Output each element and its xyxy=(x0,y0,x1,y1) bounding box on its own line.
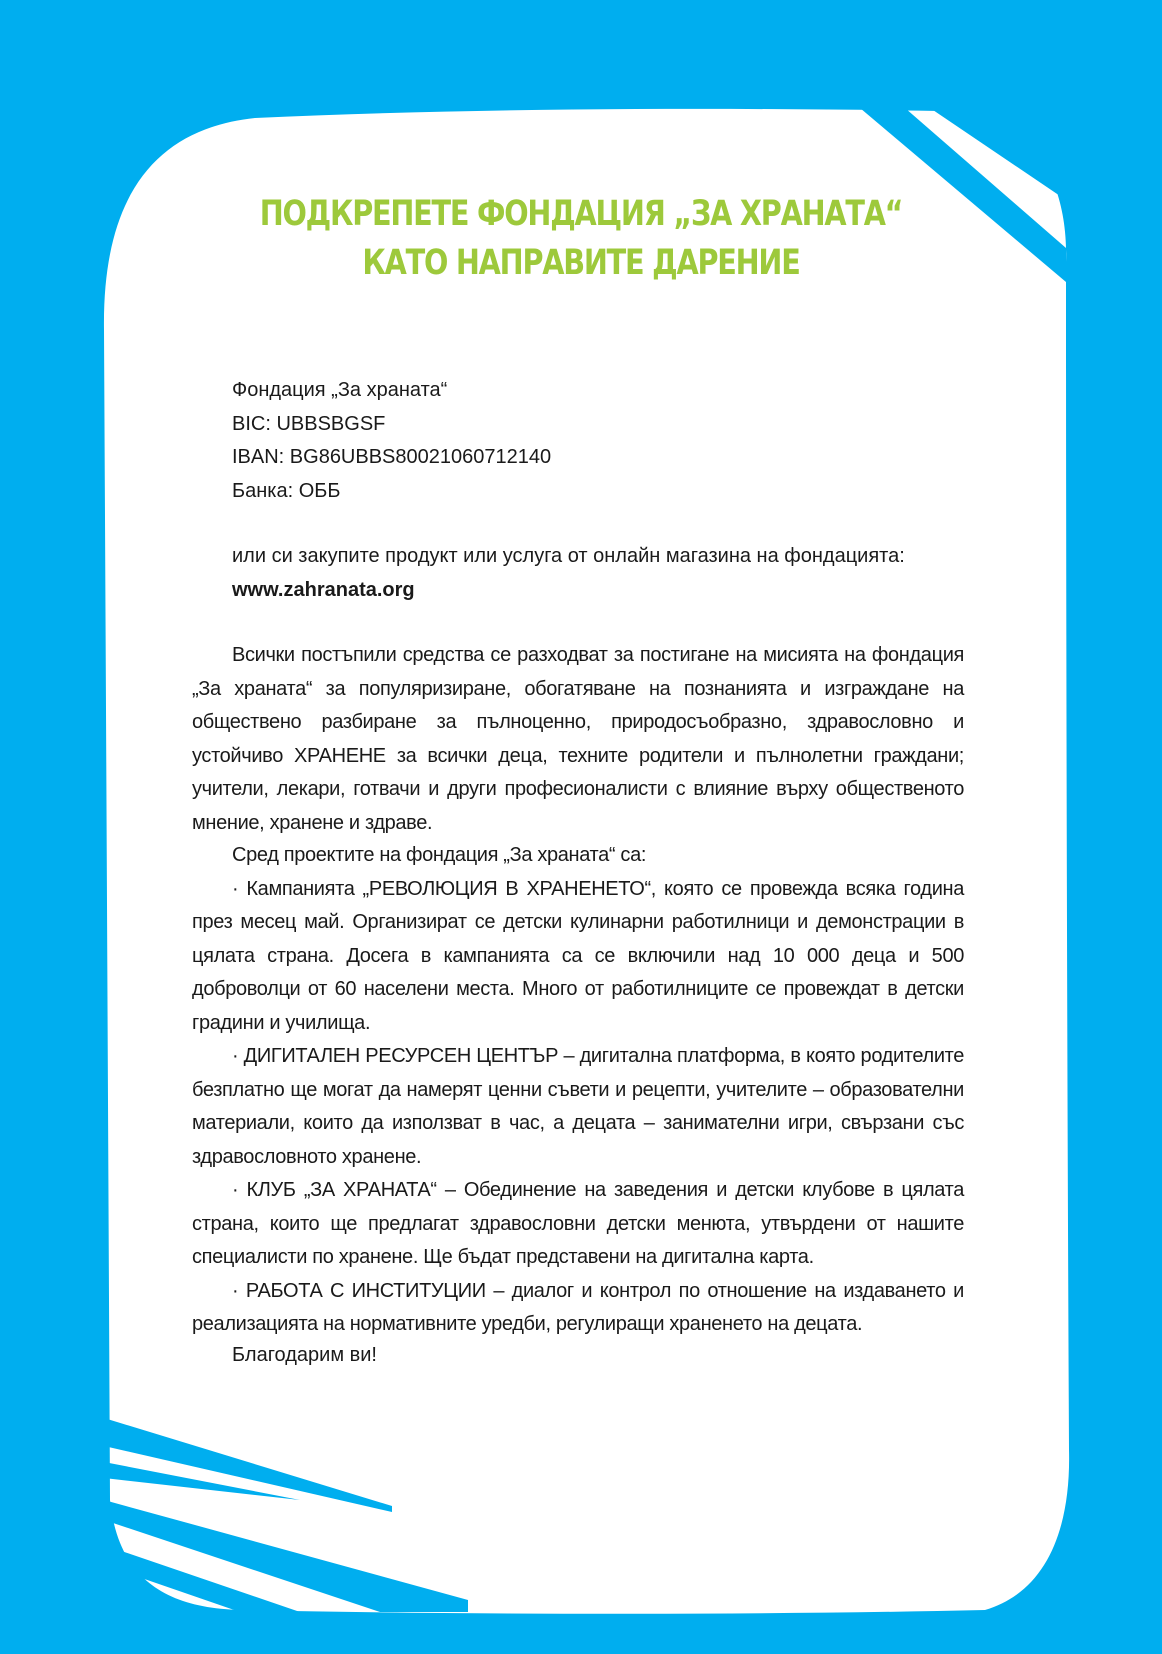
page-title-line-1: ПОДКРЕПЕТЕ ФОНДАЦИЯ „ЗА ХРАНАТА“ xyxy=(259,194,903,234)
shop-link[interactable]: www.zahranata.org xyxy=(232,578,415,601)
bank-name: Банка: ОББ xyxy=(232,479,341,502)
project-item: · КЛУБ „ЗА ХРАНАТА“ – Обединение на заведения и детски клубове в цялата страна, които ще предлагат здравословни детски менюта, утвърдени от нашите специалисти по хранене. Ще бъдат представени на дигитална карта. xyxy=(192,1179,964,1268)
iban-code: IBAN: BG86UBBS80021060712140 xyxy=(232,446,552,468)
page-title-line-2: КАТО НАПРАВИТЕ ДАРЕНИЕ xyxy=(362,243,800,283)
mission-paragraph: Всички постъпили средства се разходват за постигане на мисията на фондация „За храната“ за популяризиране, обогатяване на познанията и изграждане на обществено разбиране за пълноценно, природосъобразно, здравословно и устойчиво ХРАНЕНЕ за всички деца, техните родители и пълнолетни граждани; учители, лекари, готвачи и други професионалисти с влияние върху общественото мнение, хранене и здраве. xyxy=(192,644,964,834)
projects-intro: Сред проектите на фондация „За храната“ са: xyxy=(232,844,647,866)
project-item: · РАБОТА С ИНСТИТУЦИИ – диалог и контрол по отношение на издаването и реализацията на нормативните уредби, регулиращи храненето на децата. xyxy=(192,1279,964,1335)
project-item: · ДИГИТАЛЕН РЕСУРСЕН ЦЕНТЪР – дигитална платформа, в която родителите безплатно ще могат да намерят ценни съвети и рецепти, учителите – образователни материали, които да използват в час, а децата – занимателни игри, свързани със здравословното хранене. xyxy=(192,1045,964,1168)
shop-block xyxy=(232,540,905,607)
thanks-text: Благодарим ви! xyxy=(232,1344,377,1366)
bank-details xyxy=(232,374,551,508)
shop-text: или си закупите продукт или услуга от онлайн магазина на фондацията: xyxy=(232,545,905,567)
bic-code: BIC: UBBSBGSF xyxy=(232,412,386,435)
projects-section xyxy=(192,839,964,1342)
project-item: · Кампанията „РЕВОЛЮЦИЯ В ХРАНЕНЕТО“, която се провежда всяка година през месец май. Организират се детски кулинарни работилници и демонстрации в цялата страна. Досега в кампанията са се включили над 10 000 деца и 500 доброволци от 60 населени места. Много от работилниците се провеждат в детски градини и училища. xyxy=(192,877,964,1034)
foundation-name: Фондация „За храната“ xyxy=(232,379,448,401)
